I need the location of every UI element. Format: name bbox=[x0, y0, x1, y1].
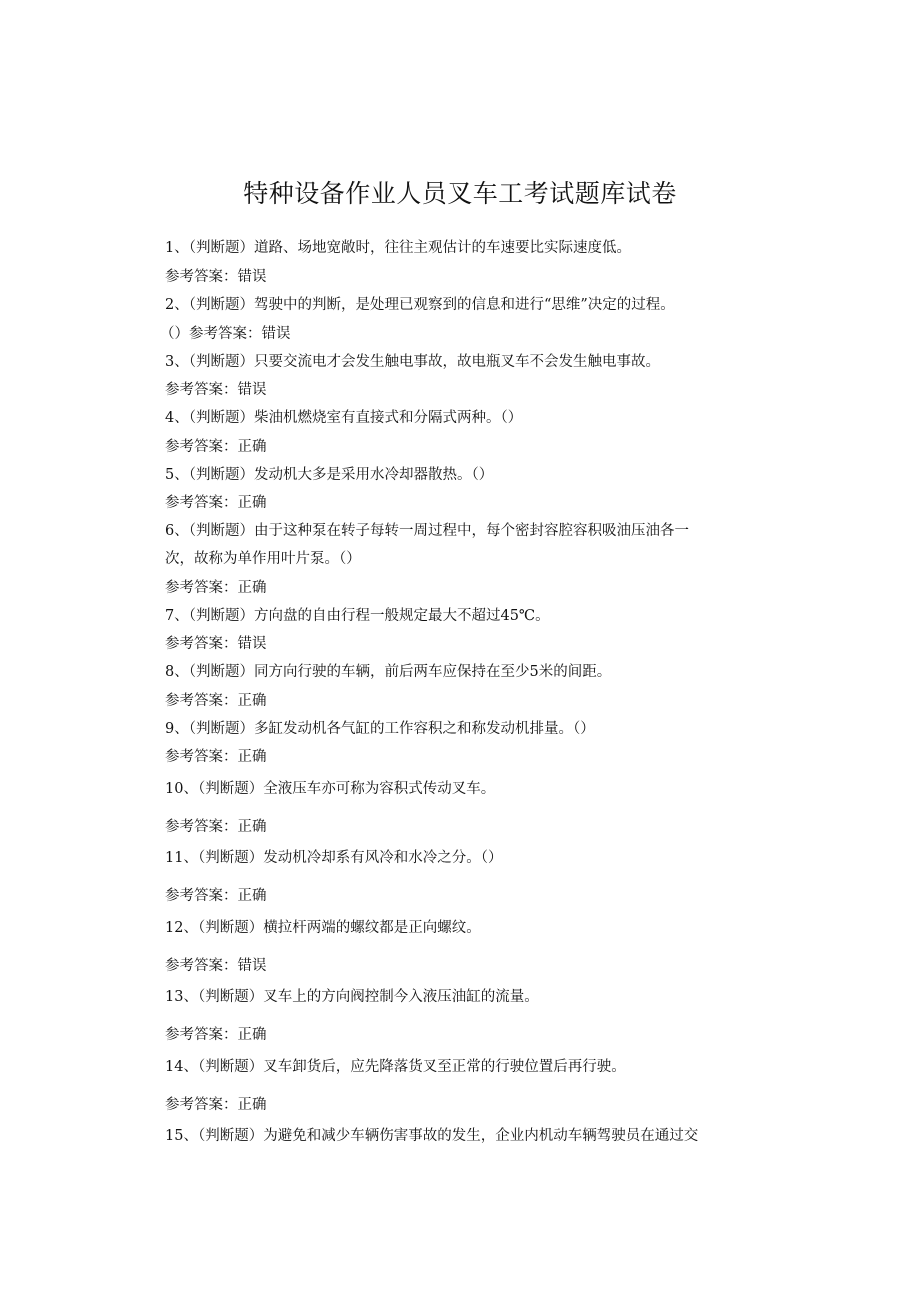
question-3-answer: 参考答案：错误 bbox=[165, 382, 267, 398]
question-8-answer: 参考答案：正确 bbox=[165, 693, 267, 709]
question-6-text-line-2: 次，故称为单作用叶片泵。（） bbox=[165, 551, 361, 567]
question-4-answer: 参考答案：正确 bbox=[165, 439, 267, 455]
question-7-answer: 参考答案：错误 bbox=[165, 636, 267, 652]
document-title: 特种设备作业人员叉车工考试题库试卷 bbox=[243, 179, 677, 208]
question-15-text: 15、（判断题）为避免和减少车辆伤害事故的发生，企业内机动车辆驾驶员在通过交 bbox=[165, 1128, 699, 1144]
question-9-text: 9、（判断题）多缸发动机各气缸的工作容积之和称发动机排量。（） bbox=[165, 721, 595, 737]
question-6-answer: 参考答案：正确 bbox=[165, 580, 267, 596]
question-6-text-line-1: 6、（判断题）由于这种泵在转子每转一周过程中，每个密封容腔容积吸油压油各一 bbox=[165, 523, 689, 539]
question-12-text: 12、（判断题）横拉杆两端的螺纹都是正向螺纹。 bbox=[165, 920, 481, 936]
question-4-text: 4、（判断题）柴油机燃烧室有直接式和分隔式两种。（） bbox=[165, 410, 523, 426]
question-3-text: 3、（判断题）只要交流电才会发生触电事故，故电瓶叉车不会发生触电事故。 bbox=[165, 354, 660, 370]
question-12-answer: 参考答案：错误 bbox=[165, 958, 267, 974]
question-10-text: 10、（判断题）全液压车亦可称为容积式传动叉车。 bbox=[165, 781, 496, 797]
question-9-answer: 参考答案：正确 bbox=[165, 749, 267, 765]
question-8-text: 8、（判断题）同方向行驶的车辆，前后两车应保持在至少5米的间距。 bbox=[165, 664, 612, 680]
question-14-answer: 参考答案：正确 bbox=[165, 1097, 267, 1113]
question-13-answer: 参考答案：正确 bbox=[165, 1027, 267, 1043]
question-2-answer: （）参考答案：错误 bbox=[160, 326, 291, 342]
question-2-text: 2、（判断题）驾驶中的判断，是处理已观察到的信息和进行“思维”决定的过程。 bbox=[165, 297, 675, 313]
question-11-text: 11、（判断题）发动机冷却系有风冷和水冷之分。（） bbox=[165, 850, 503, 866]
question-1-text: 1、（判断题）道路、场地宽敞时，往往主观估计的车速要比实际速度低。 bbox=[165, 240, 631, 256]
question-7-text: 7、（判断题）方向盘的自由行程一般规定最大不超过45℃。 bbox=[165, 608, 550, 624]
question-5-text: 5、（判断题）发动机大多是采用水冷却器散热。（） bbox=[165, 467, 494, 483]
question-1-answer: 参考答案：错误 bbox=[165, 269, 267, 285]
question-13-text: 13、（判断题）叉车上的方向阀控制今入液压油缸的流量。 bbox=[165, 989, 539, 1005]
question-5-answer: 参考答案：正确 bbox=[165, 495, 267, 511]
question-11-answer: 参考答案：正确 bbox=[165, 888, 267, 904]
question-10-answer: 参考答案：正确 bbox=[165, 819, 267, 835]
question-14-text: 14、（判断题）叉车卸货后，应先降落货叉至正常的行驶位置后再行驶。 bbox=[165, 1059, 626, 1075]
